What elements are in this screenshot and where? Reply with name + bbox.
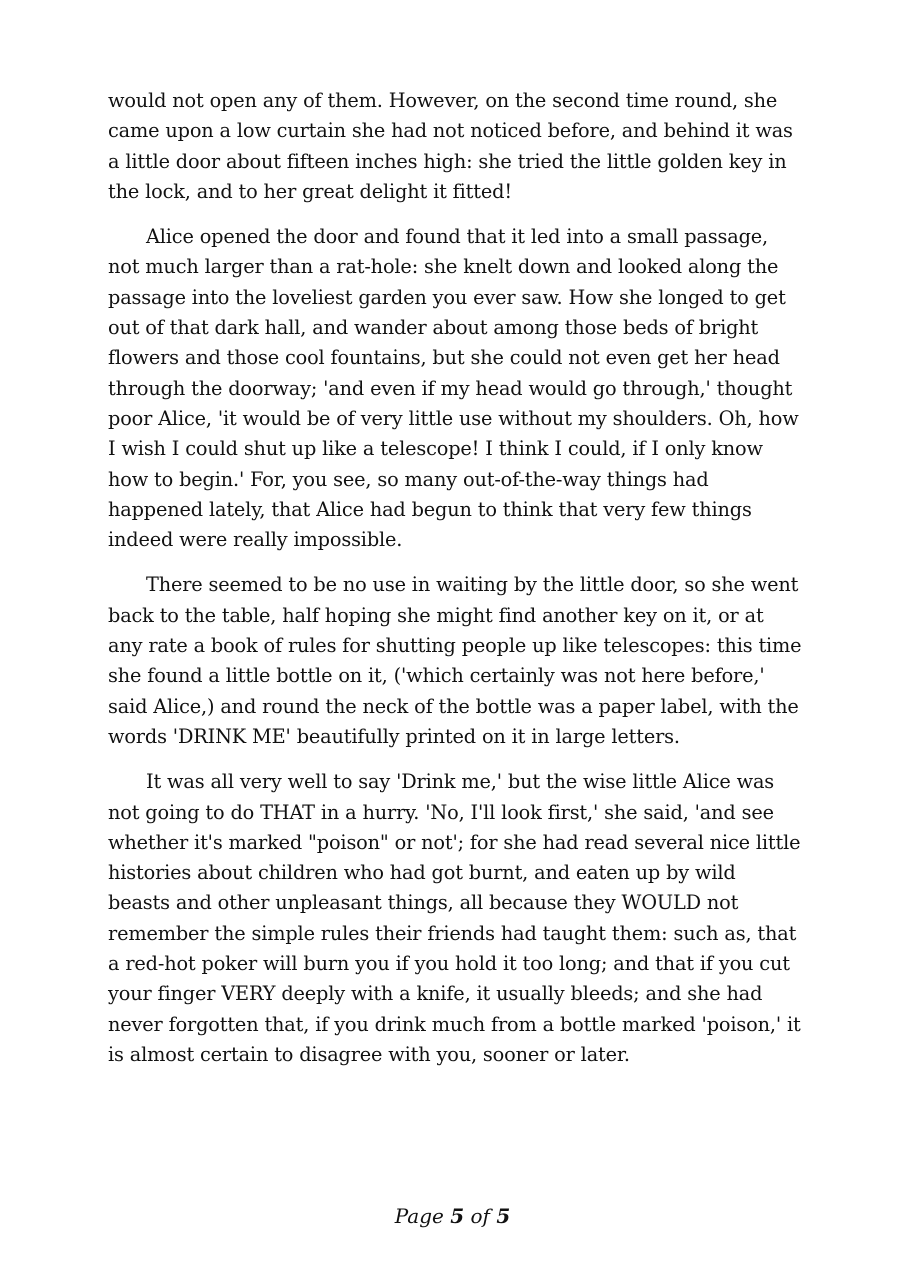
paragraph: It was all very well to say 'Drink me,' but the wise little Alice was not going to do THAT in a hurry. 'No, I'll look first,' she said, 'and see whether it's marked "poison" or not'; for she had read several nice little histories about children who had got burnt, and eaten up by wild beasts and other unpleasant things, all because they WOULD not remember the simple rules their friends had taught them: such as, that a red-hot poker will burn you if you hold it too long; and that if you cut your finger VERY deeply with a knife, it usually bleeds; and she had never forgotten that, if you drink much from a bottle marked 'poison,' it is almost certain to disagree with you, sooner or later. — [108, 770, 801, 1066]
document-body — [108, 86, 803, 1085]
page-number-separator: of — [464, 1204, 497, 1228]
page-footer — [0, 1202, 905, 1230]
paragraph: would not open any of them. However, on the second time round, she came upon a low curtain she had not noticed before, and behind it was a little door about fifteen inches high: she tried the little golden key in the lock, and to her great delight it fitted! — [108, 89, 793, 203]
page-number-prefix: Page — [394, 1204, 451, 1228]
paragraph: Alice opened the door and found that it led into a small passage, not much larger than a rat-hole: she knelt down and looked along the passage into the loveliest garden you ever saw. How she longed to get out of that dark hall, and wander about among those beds of bright flowers and those cool fountains, but she could not even get her head through the doorway; 'and even if my head would go through,' thought poor Alice, 'it would be of very little use without my shoulders. Oh, how I wish I could shut up like a telescope! I think I could, if I only know how to begin.' For, you see, so many out-of-the-way things had happened lately, that Alice had begun to think that very few things indeed were really impossible. — [108, 225, 799, 552]
paragraph: There seemed to be no use in waiting by the little door, so she went back to the table, half hoping she might find another key on it, or at any rate a book of rules for shutting people up like telescopes: this time she found a little bottle on it, ('which certainly was not here before,' said Alice,) and round the neck of the bottle was a paper label, with the words 'DRINK ME' beautifully printed on it in large letters. — [108, 573, 802, 748]
current-page-number: 5 — [450, 1204, 465, 1228]
total-page-count: 5 — [496, 1204, 511, 1228]
